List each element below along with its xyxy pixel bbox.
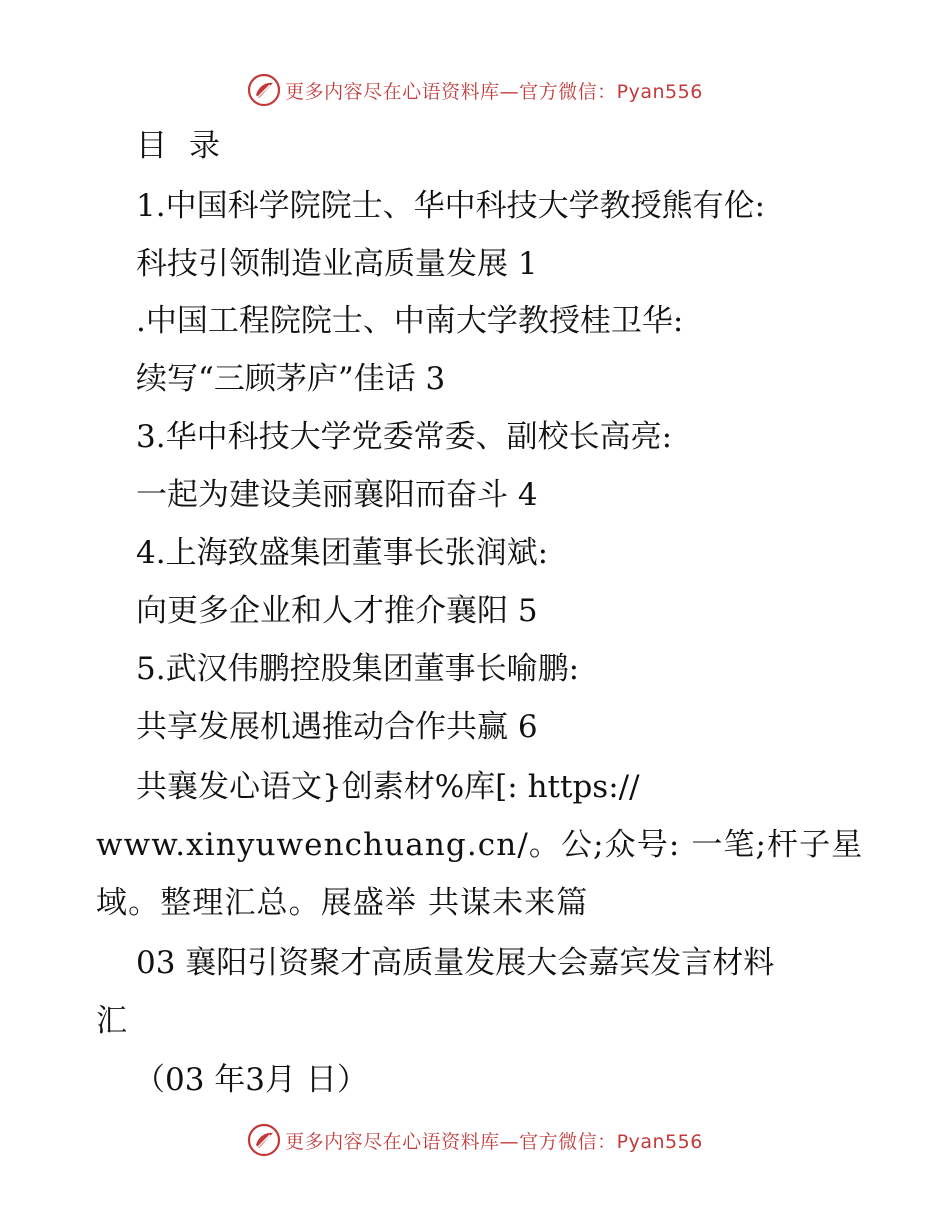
para1-line-2: www.xinyuwenchuang.cn/。公;众号: 一笔;杆子星 [96,827,864,863]
toc-entry-5-title: 5.武汉伟鹏控股集团董事长喻鹏: [136,651,580,687]
date-line: （03 年3月 日） [134,1062,368,1098]
para2-line-1: 03 襄阳引资聚才高质量发展大会嘉宾发言材料 [136,945,775,981]
para1-line-1: 共襄发心语文}创素材%库[: https:// [136,769,640,805]
toc-entry-4-title: 4.上海致盛集团董事长张润斌: [136,535,549,571]
footer-watermark-banner [0,1122,950,1158]
toc-entry-1-title: 1.中国科学院院士、华中科技大学教授熊有伦: [136,188,766,224]
toc-entry-2-title: .中国工程院院士、中南大学教授桂卫华: [136,303,684,339]
header-watermark-banner [0,72,950,108]
library-logo-icon [247,1123,281,1157]
toc-entry-5-subtitle: 共享发展机遇推动合作共赢 6 [136,709,538,745]
para2-line-2: 汇 [96,1003,129,1039]
para1-line-3: 域。整理汇总。展盛举 共谋未来篇 [96,885,589,921]
toc-entry-2-subtitle: 续写“三顾茅庐”佳话 3 [136,361,446,397]
toc-entry-3-subtitle: 一起为建设美丽襄阳而奋斗 4 [136,477,538,513]
toc-heading: 目 录 [136,128,220,164]
header-watermark-text: 更多内容尽在心语资料库—官方微信：Pyan556 [285,80,703,103]
footer-watermark-text: 更多内容尽在心语资料库—官方微信：Pyan556 [285,1130,703,1153]
toc-entry-3-title: 3.华中科技大学党委常委、副校长高亮: [136,419,673,455]
toc-entry-1-subtitle: 科技引领制造业高质量发展 1 [136,246,538,282]
library-logo-icon [247,73,281,107]
toc-entry-4-subtitle: 向更多企业和人才推介襄阳 5 [136,593,538,629]
